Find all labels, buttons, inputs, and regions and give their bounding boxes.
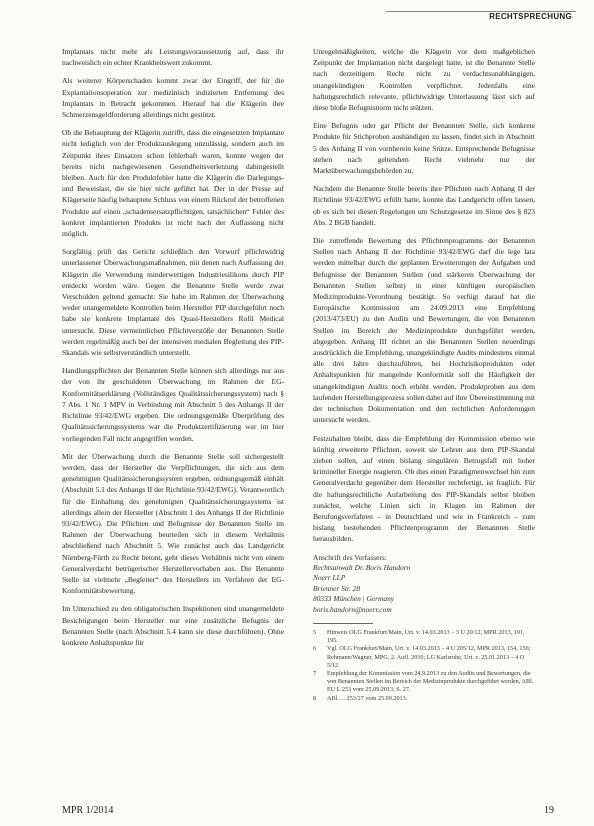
paragraph: Ob die Behauptung der Klägerin zutrifft, dass die eingesetzten Implantate nicht lediglich von der Produktauslegung unzulässig, sondern auch im Zeitpunkt ihres Einsatzes schon fehlerhaft waren, konnte wegen der bereits nicht nachgewiesenen Gesundheitsverletzung dahingestellt bleiben. Auch für den Produktfehler hatte die Klägerin die Darlegungs- und Beweislast, die sie hier nicht geführt hat. Der in der Presse auf Klägerseite häufig behauptete Schluss von einem Rückruf der betroffenen Produkte auf einen „schadensersatzpflichtigen, tatsächlichen“ Fehler des konkret implantierten Produkts ist nicht nach der Auffassung nicht möglich.	[62, 128, 284, 239]
footnote-text: Hinweis OLG Frankfurt/Main, Urt. v. 14.03.2013 – 3 U 20/12, MPR 2013, 191, 195.	[327, 628, 525, 645]
journal-label: MPR 1/2014	[62, 805, 114, 816]
paragraph: Als weiterer Körperschaden kommt zwar der Eingriff, der für die Explantationsoperation zur medizinisch indizierten Entfernung des Implantats in Betracht gekommen. Hierauf hat die Klägerin ihre Schmerzensgeldforderung allerdings nicht gestützt.	[62, 76, 284, 120]
footnote-text: ABl. ... 253/27 vom 25.09.2013.	[327, 694, 408, 702]
footnote	[313, 695, 535, 703]
author-address	[313, 553, 535, 615]
paragraph: Mit der Überwachung durch die Benannte Stelle soll sichergestellt werden, dass der Hersteller die Verpflichtungen, die sich aus dem genehmigten Qualitätssicherungssystem ergeben, ordnungsgemäß einhält (Abschnitt 5.1 des Anhangs II der Richtlinie 93/42/EWG). Verantwortlich für die Einhaltung des genehmigten Qualitätssicherungssystems ist allerdings allein der Hersteller (Abschnitt 1 des Anhangs II der Richtlinie 93/42/EWG). Die Pflichten und Befugnisse der Benannten Stelle im Rahmen der Überwachung beurteilen sich in diesem Verhältnis abschließend nach Abschnitt 5. Wie zunächst auch das Landgericht Nürnberg-Fürth zu Recht betont, geht dieses Verhältnis nicht von einem Generalverdacht betrügerischer Herstellervorhaben aus. Die Benannte Stelle ist vielmehr „Begleiter“ des Herstellers im Verfahren der EG-Konformitätsbewertung.	[62, 451, 284, 596]
paragraph: Implantats nicht mehr als Leistungsvoraussetzung auf, dass ihr nachweislich ein echter Krankheitswert zukommt.	[62, 47, 284, 68]
left-column	[62, 46, 284, 655]
author-name: Rechtsanwalt Dr. Boris Handorn	[313, 562, 411, 572]
paragraph: Unregelmäßigkeiten, welche die Klägerin vor dem maßgeblichen Zeitpunkt der Implantation nicht dargelegt hatte, ist die Benannte Stelle nach derzeitigem Recht nicht zu verdachtsunabhängigen, unangekündigten Kontrollen verpflichtet. Jedenfalls eine haftungsrechtlich relevante, pflichtwidrige Unterlassung lässt sich auf diese bloße Befugnisnorm nicht stützen.	[313, 47, 535, 113]
section-label: RECHTSPRECHUNG	[489, 12, 572, 21]
author-email[interactable]: boris.handorn@noerr.com	[313, 604, 392, 614]
footnote-text: Empfehlung der Kommission vom 24.9.2013 zu den Audits und Bewertungen, die von Benannten Stellen im Bereich der Medizinprodukte durchgeführt werden, ABl. EU L 253 vom 25.09.2013, S. 27.	[327, 669, 534, 694]
footnote	[313, 645, 535, 670]
paragraph: Eine Befugnis oder gar Pflicht der Benannten Stelle, sich konkrete Produkte für Stichproben aushändigen zu lassen, findet sich in Abschnitt 5 des Anhang II von vornherein keine Stütze. Entsprechende Befugnisse stehen nach geltendem Recht vielmehr nur der Marktüberwachungsbehörden zu.	[313, 121, 535, 176]
paragraph: Nachdem die Benannte Stelle bereits ihre Pflichten nach Anhang II der Richtlinie 93/42/EWG erfüllt hatte, konnte das Landgericht offen lassen, ob es sich bei diesen Regelungen um Schutzgesetze im Sinne des § 823 Abs. 2 BGB handelt.	[313, 184, 535, 227]
footnote-number: 7	[313, 669, 317, 677]
author-street: Brienner Str. 28	[313, 583, 361, 593]
paragraph: Sorgfältig prüft das Gericht schließlich den Vorwurf pflichtwidrig unterlassener Überwachungsmaßnahmen, mit denen nach Auffassung der Klägerin die Verwendung minderwertigen Industriesilikons durch PIP entdeckt worden wäre. Gegen die Benannte Stelle werde zwar Verschulden geltend gemacht: Sie habe im Rahmen der Überwachung weder unangemeldete Kontrollen beim Hersteller PIP durchgeführt noch habe sie konkrete Implantate des Quasi-Herstellers Rofil Medical untersucht. Diese vermeintlichen Pflichtverstöße der Benannten Stelle werden regelmäßig auch bei der intensiven medialen Begleitung des PIP-Skandals wie selbstverständlich unterstellt.	[62, 247, 284, 358]
right-column	[313, 46, 535, 703]
footnote	[313, 629, 535, 645]
author-city: 80333 München | Germany	[313, 594, 395, 604]
page-number: 19	[544, 805, 554, 816]
footnote-text: Vgl. OLG Frankfurt/Main, Urt. v. 14.03.2013 – 4 U 205/12, MPR 2013, 154, 156; Rehmann/Wagner, MPG, 2. Aufl. 2010; LG Karlsruhe, Urt. v. 25.01.2013 – 4 O 5/12.	[327, 645, 531, 669]
footnote-number: 5	[313, 628, 317, 636]
paragraph: Festzuhalten bleibt, dass die Empfehlung der Kommission ebenso wie künftig erweiterte Pflichten, soweit sie Lehren aus dem PIP-Skandal ziehen sollen, auf einen bislang singulären Betrugsfall mit hoher krimineller Energie reagieren. Ob dies einen Paradigmenwechsel hin zum Generalverdacht gegenüber dem Hersteller rechtfertigt, ist fraglich. Für die haftungsrechtliche Aufarbeitung des PIP-Skandals selbst bleiben zunächst, welche Linien sich in Klagen im Rahmen der Berufungsverfahren – in Deutschland und wie in Frankreich – zum bislang bestehenden Pflichtenprogramm der Benannten Stelle herausbilden.	[313, 433, 535, 544]
paragraph: Handlungspflichten der Benannten Stelle können sich allerdings nur aus der von ihr geschuldeten Überwachung im Rahmen der EG-Konformitätserklärung (Vollständiges Qualitätssicherungssystem) nach § 7 Abs. 1 Nr. 1 MPV in Verbindung mit Abschnitt 5 des Anhangs II der Richtlinie 93/42/EWG ergeben. Die ordnungsgemäße Überprüfung des Qualitätssicherungssystems war die Produktzertifizierung war im hier vorliegenden Fall nicht angegriffen worden.	[62, 366, 284, 443]
paragraph: Im Unterschied zu den obligatorischen Inspektionen sind unangemeldete Besichtigungen beim Hersteller nur eine zusätzliche Befugnis der Benannten Stelle (nach Abschnitt 5.4 kann sie diese durchführen). Ohne konkrete Anhaltspunkte für	[62, 604, 284, 647]
footnote-number: 6	[313, 645, 317, 653]
footnote-number: 8	[313, 694, 317, 702]
footnote-rule	[313, 623, 373, 624]
paragraph: Die zutreffende Bewertung des Pflichtenprogramms der Benannten Stellen nach Anhang II der Richtlinie 93/42/EWG darf die lege lata werden mittelbar durch die geplanten Erweiterungen der Aufgaben und Befugnisse der Benannten Stellen (und stärkeren Überwachung der Benannten Stellen selbst) in einer künftigen europäischen Medizinprodukte-Verordnung bestätigt. So verfügt darauf hat die Europäische Kommission am 24.09.2013 eine Empfehlung (2013/473/EU) zu den Audits und Bewertungen, die von Benannten Stellen im Bereich der Medizinprodukte durchgeführt werden, abgegeben. Anhang III richtet an die Benannten Stellen neuerdings ausdrücklich die Empfehlung, unangekündigte Audits mindestens einmal alle drei Jahre durchzuführen, bei Hochrisikoprodukten oder Anhaltspunkten für mangelnde Konformität soll die Häufigkeit der unangekündigten Audits noch erhöht werden. Produktproben aus dem laufenden Herstellungsprozess sollen dabei auf ihre Übereinstimmung mit der technischen Dokumentation und den rechtlichen Anforderungen untersucht werden.	[313, 236, 535, 425]
footnote	[313, 670, 535, 695]
author-firm: Noerr LLP	[313, 573, 346, 583]
address-label: Anschrift des Verfassers:	[313, 552, 387, 562]
